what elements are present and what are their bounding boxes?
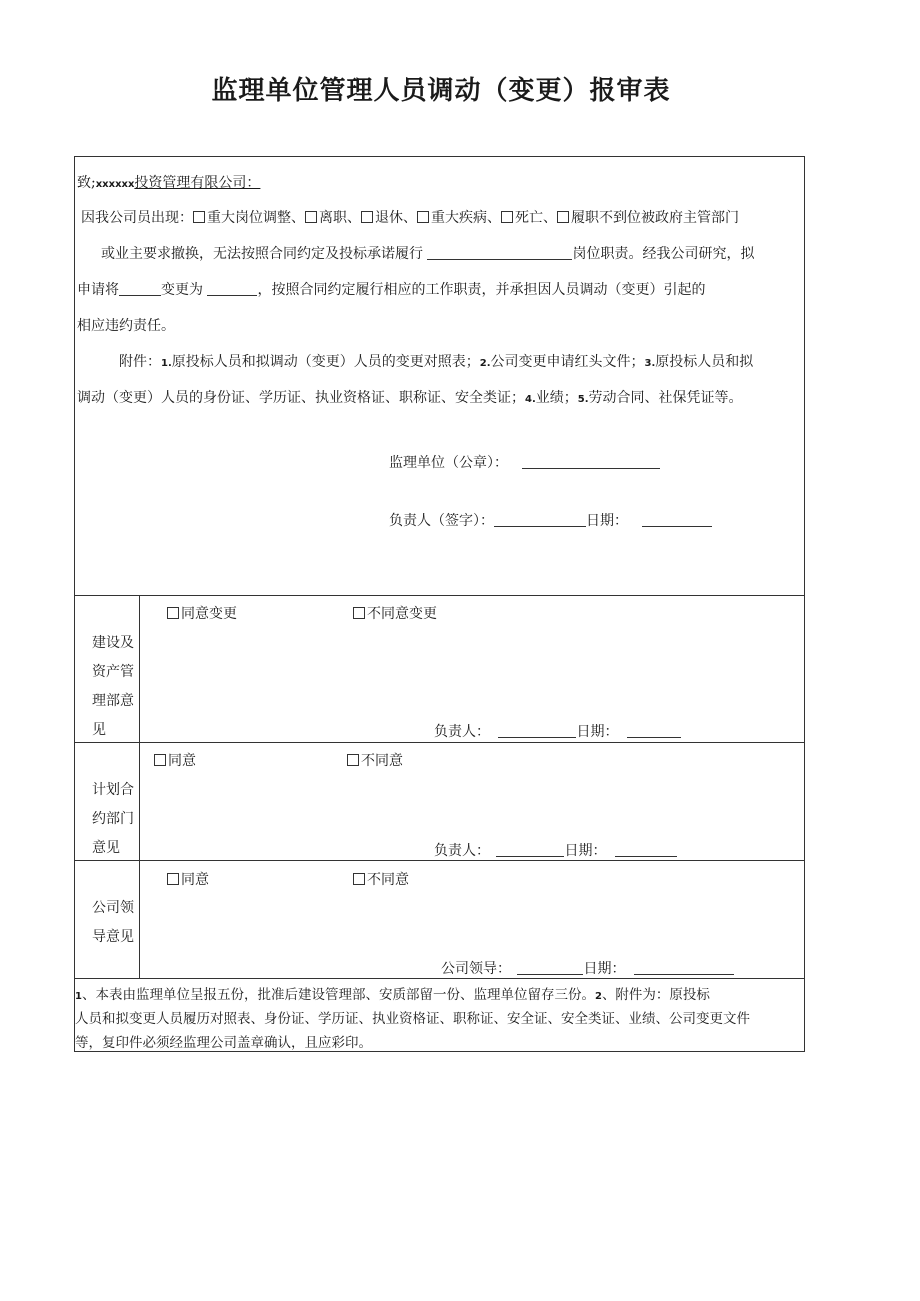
option-label: 不同意变更 [367, 606, 437, 622]
unit-seal-field[interactable] [522, 454, 660, 469]
section-signature [434, 842, 677, 860]
attachment-text: 公司变更申请红头文件； [490, 354, 645, 370]
divider [75, 860, 804, 861]
addressee-line [77, 174, 269, 194]
section-label: 公司领导意见 [92, 900, 134, 945]
agree-option[interactable] [154, 752, 196, 770]
checkbox[interactable] [353, 607, 365, 619]
company-code: xxxxxx [95, 179, 135, 190]
reason-label: 退休、 [375, 210, 417, 226]
body-line-2 [101, 245, 754, 263]
attachment-text: 调动（变更）人员的身份证、学历证、执业资格证、职称证、安全类证； [77, 390, 525, 406]
footer-note-line-1 [75, 986, 710, 1006]
attachment-number: 1. [161, 358, 172, 369]
attachments-prefix: 附件： [119, 354, 161, 370]
section-label: 计划合约部门意见 [92, 782, 134, 856]
attachment-number: 3. [644, 358, 656, 369]
date-field[interactable] [634, 960, 734, 975]
reason-label: 死亡、 [515, 210, 557, 226]
unit-seal-line [389, 454, 660, 472]
body-text: 或业主要求撤换，无法按照合同约定及投标承诺履行 [101, 246, 423, 262]
checkbox[interactable] [353, 873, 365, 885]
body-line-4: 相应违约责任。 [77, 318, 175, 334]
option-label: 同意变更 [181, 606, 237, 622]
unit-seal-label: 监理单位（公章）： [389, 455, 508, 471]
option-label: 不同意 [361, 753, 403, 769]
note-number: 1 [75, 991, 82, 1002]
section-signature [441, 960, 734, 978]
attachment-number: 2. [479, 358, 491, 369]
option-label: 不同意 [367, 872, 409, 888]
signer-label: 公司领导： [441, 961, 511, 977]
date-label: 日期： [564, 843, 607, 859]
disagree-option[interactable] [353, 605, 437, 623]
reason-line [81, 209, 739, 227]
reason-label: 离职、 [319, 210, 361, 226]
position-field[interactable] [427, 245, 572, 260]
divider [139, 595, 140, 978]
new-person-field[interactable] [207, 281, 257, 296]
date-field[interactable] [627, 723, 681, 738]
attachments-line-2 [77, 389, 743, 409]
note-text: 、本表由监理单位呈报五份，批准后建设管理部、安质部留一份、监理单位留存三份。 [81, 987, 595, 1003]
note-text: 、附件为：原投标 [601, 987, 710, 1003]
reason-checkbox[interactable] [417, 211, 429, 223]
divider [75, 978, 804, 979]
date-label: 日期： [586, 513, 628, 529]
reason-prefix: 因我公司员出现： [81, 210, 193, 226]
attachment-text: 原投标人员和拟调动（变更）人员的变更对照表； [171, 354, 480, 370]
footer-note-line-3: 等，复印件必须经监理公司盖章确认，且应彩印。 [75, 1035, 372, 1051]
checkbox[interactable] [167, 873, 179, 885]
divider [75, 595, 804, 596]
attachment-number: 4. [525, 394, 536, 405]
body-text: 申请将 [77, 282, 119, 298]
approval-form [74, 156, 805, 1052]
original-person-field[interactable] [119, 281, 161, 296]
reason-checkbox[interactable] [501, 211, 513, 223]
signer-field[interactable] [494, 512, 586, 527]
reason-label: 重大疾病、 [431, 210, 501, 226]
body-text: 变更为 [161, 282, 203, 298]
attachment-number: 5. [577, 394, 589, 405]
checkbox[interactable] [347, 754, 359, 766]
section-label: 建设及资产管理部意见 [92, 635, 134, 738]
page-title: 监理单位管理人员调动（变更）报审表 [211, 76, 671, 106]
attachments-line-1 [119, 353, 753, 373]
date-label: 日期： [583, 961, 626, 977]
date-field[interactable] [642, 512, 712, 527]
disagree-option[interactable] [353, 871, 409, 889]
footer-note-line-2: 人员和拟变更人员履历对照表、身份证、学历证、执业资格证、职称证、安全证、安全类证、业绩、公司变更文件 [75, 1011, 750, 1027]
company-name: 投资管理有限公司： [134, 175, 261, 191]
signer-label: 负责人（签字）： [389, 513, 494, 529]
signer-field[interactable] [517, 960, 583, 975]
reason-checkbox[interactable] [193, 211, 205, 223]
attachment-text: 劳动合同、社保凭证等。 [588, 390, 743, 406]
reason-label: 履职不到位被政府主管部门 [571, 210, 739, 226]
signer-field[interactable] [498, 723, 576, 738]
agree-option[interactable] [167, 871, 209, 889]
option-label: 同意 [181, 872, 209, 888]
signer-label: 负责人： [434, 724, 490, 740]
attachment-text: 原投标人员和拟 [655, 354, 754, 370]
note-number: 2 [594, 991, 602, 1002]
body-text: 岗位职责。经我公司研究，拟 [572, 246, 755, 262]
divider [75, 742, 804, 743]
agree-option[interactable] [167, 605, 237, 623]
date-label: 日期： [576, 724, 619, 740]
option-label: 同意 [168, 753, 196, 769]
reason-checkbox[interactable] [305, 211, 317, 223]
body-text: ，按照合同约定履行相应的工作职责，并承担因人员调动（变更）引起的 [257, 282, 706, 298]
reason-checkbox[interactable] [557, 211, 569, 223]
checkbox[interactable] [154, 754, 166, 766]
attachment-text: 业绩； [535, 390, 578, 406]
date-field[interactable] [615, 842, 677, 857]
section-signature [434, 723, 681, 741]
disagree-option[interactable] [347, 752, 403, 770]
addressee-prefix: 致; [77, 175, 96, 191]
body-line-3 [77, 281, 705, 299]
reason-checkbox[interactable] [361, 211, 373, 223]
reason-label: 重大岗位调整、 [207, 210, 305, 226]
signature-line [389, 512, 712, 530]
signer-label: 负责人： [434, 843, 490, 859]
checkbox[interactable] [167, 607, 179, 619]
signer-field[interactable] [496, 842, 564, 857]
